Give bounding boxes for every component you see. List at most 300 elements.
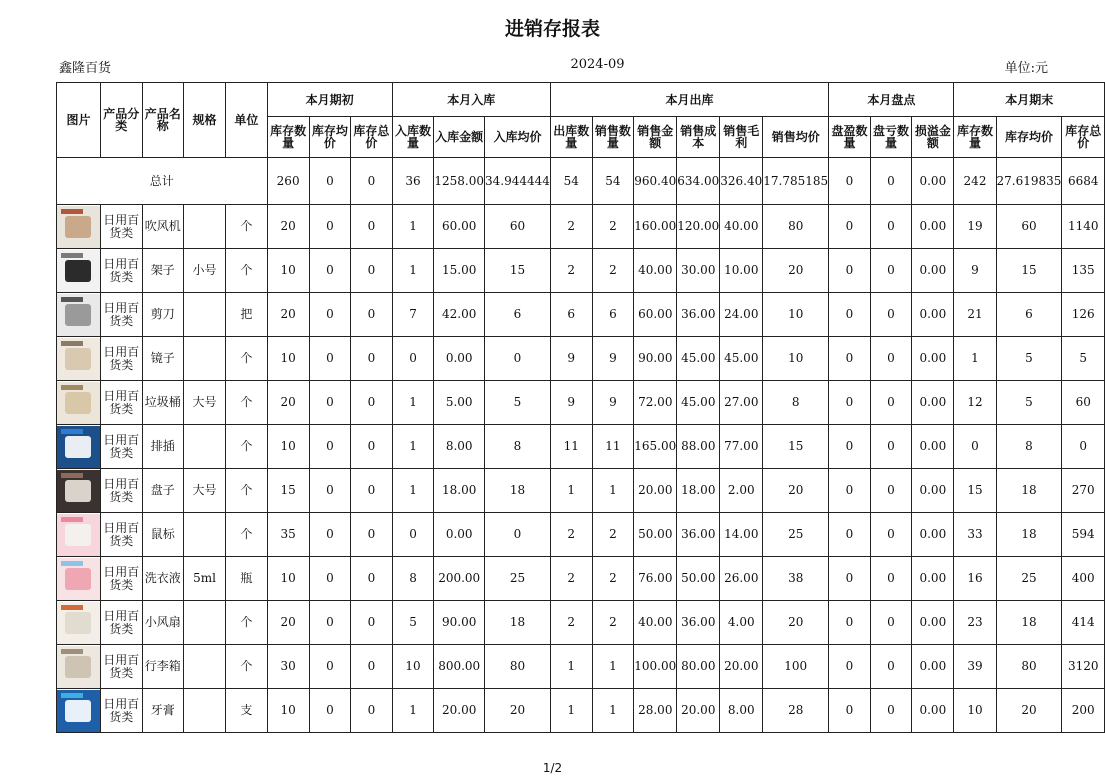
cell-sales-amount: 165.00 — [634, 425, 677, 469]
cell-open-qty: 20 — [267, 205, 309, 249]
cell-in-avg: 20 — [485, 689, 551, 733]
header-group-in: 本月入库 — [392, 83, 550, 117]
cell-loss-amount: 0.00 — [912, 513, 954, 557]
cell-gross-profit: 77.00 — [720, 425, 763, 469]
store-name: 鑫隆百货 — [59, 61, 112, 76]
product-image-cell — [57, 557, 101, 601]
cell-sales-qty: 2 — [592, 513, 634, 557]
cell-out-qty: 2 — [550, 601, 592, 645]
cell-open-total: 0 — [351, 337, 393, 381]
product-image-cell — [57, 601, 101, 645]
cell-in-qty: 5 — [392, 601, 434, 645]
cell-out-qty: 2 — [550, 513, 592, 557]
cell-open-qty: 10 — [267, 557, 309, 601]
cell-close-avg: 20 — [996, 689, 1062, 733]
cell-open-qty: 20 — [267, 381, 309, 425]
cell-open-qty: 20 — [267, 601, 309, 645]
total-close-avg: 27.619835 — [996, 158, 1062, 205]
cell-close-total: 1140 — [1062, 205, 1105, 249]
cell-close-avg: 80 — [996, 645, 1062, 689]
total-row — [57, 158, 1105, 205]
cell-sales-cost: 18.00 — [677, 469, 720, 513]
header-loss-amount: 损溢金额 — [912, 117, 954, 158]
cell-sales-cost: 80.00 — [677, 645, 720, 689]
cell-sales-avg: 100 — [763, 645, 829, 689]
product-spec — [184, 645, 226, 689]
cell-in-qty: 1 — [392, 689, 434, 733]
report-title: 进销存报表 — [504, 18, 600, 40]
cell-gross-profit: 45.00 — [720, 337, 763, 381]
product-category: 日用百货类 — [101, 689, 143, 733]
product-spec — [184, 513, 226, 557]
product-category: 日用百货类 — [101, 293, 143, 337]
cell-surplus-qty: 0 — [829, 557, 871, 601]
product-name: 小风扇 — [142, 601, 184, 645]
cell-gross-profit: 8.00 — [720, 689, 763, 733]
cell-sales-amount: 76.00 — [634, 557, 677, 601]
product-unit: 个 — [226, 337, 268, 381]
cell-sales-qty: 2 — [592, 601, 634, 645]
cell-close-total: 200 — [1062, 689, 1105, 733]
cell-open-total: 0 — [351, 249, 393, 293]
cell-open-total: 0 — [351, 205, 393, 249]
product-category: 日用百货类 — [101, 557, 143, 601]
product-category: 日用百货类 — [101, 469, 143, 513]
cell-in-avg: 25 — [485, 557, 551, 601]
cell-open-qty: 20 — [267, 293, 309, 337]
cell-close-avg: 6 — [996, 293, 1062, 337]
cell-loss-amount: 0.00 — [912, 689, 954, 733]
cell-in-amount: 15.00 — [434, 249, 485, 293]
cell-gross-profit: 10.00 — [720, 249, 763, 293]
cell-open-avg: 0 — [309, 293, 351, 337]
cell-open-total: 0 — [351, 293, 393, 337]
cell-open-total: 0 — [351, 557, 393, 601]
product-category: 日用百货类 — [101, 249, 143, 293]
table-row — [57, 557, 1105, 601]
product-image-cell — [57, 425, 101, 469]
total-out-qty: 54 — [550, 158, 592, 205]
cell-sales-qty: 2 — [592, 205, 634, 249]
cell-loss-amount: 0.00 — [912, 425, 954, 469]
cell-loss-qty: 0 — [870, 425, 912, 469]
cell-sales-amount: 90.00 — [634, 337, 677, 381]
product-name: 行李箱 — [142, 645, 184, 689]
cell-loss-qty: 0 — [870, 249, 912, 293]
cell-close-total: 5 — [1062, 337, 1105, 381]
cell-close-avg: 5 — [996, 337, 1062, 381]
cell-sales-amount: 60.00 — [634, 293, 677, 337]
cell-close-avg: 18 — [996, 469, 1062, 513]
total-label: 总计 — [57, 158, 268, 205]
header-loss-qty: 盘亏数量 — [870, 117, 912, 158]
cell-out-qty: 2 — [550, 249, 592, 293]
cell-in-amount: 200.00 — [434, 557, 485, 601]
header-spec: 规格 — [184, 83, 226, 158]
cell-sales-avg: 25 — [763, 513, 829, 557]
total-sales-qty: 54 — [592, 158, 634, 205]
table-row — [57, 337, 1105, 381]
cell-out-qty: 2 — [550, 557, 592, 601]
header-open-total: 库存总价 — [351, 117, 393, 158]
cell-close-qty: 9 — [954, 249, 996, 293]
cell-open-avg: 0 — [309, 205, 351, 249]
cell-sales-cost: 36.00 — [677, 601, 720, 645]
product-unit: 个 — [226, 425, 268, 469]
cell-in-avg: 18 — [485, 601, 551, 645]
header-group-closing: 本月期末 — [954, 83, 1105, 117]
currency-unit: 单位:元 — [1004, 61, 1048, 76]
cell-in-amount: 90.00 — [434, 601, 485, 645]
cell-loss-amount: 0.00 — [912, 381, 954, 425]
cell-loss-qty: 0 — [870, 337, 912, 381]
header-sales-avg: 销售均价 — [763, 117, 829, 158]
product-spec: 大号 — [184, 381, 226, 425]
cell-loss-qty: 0 — [870, 513, 912, 557]
product-name: 吹风机 — [142, 205, 184, 249]
cell-close-qty: 19 — [954, 205, 996, 249]
product-unit: 个 — [226, 249, 268, 293]
cell-in-avg: 0 — [485, 337, 551, 381]
cell-open-avg: 0 — [309, 337, 351, 381]
cell-surplus-qty: 0 — [829, 205, 871, 249]
cell-in-amount: 8.00 — [434, 425, 485, 469]
cell-gross-profit: 20.00 — [720, 645, 763, 689]
header-close-qty: 库存数量 — [954, 117, 996, 158]
cell-open-qty: 35 — [267, 513, 309, 557]
product-unit: 个 — [226, 381, 268, 425]
cell-open-qty: 10 — [267, 249, 309, 293]
cell-open-avg: 0 — [309, 601, 351, 645]
cell-sales-cost: 20.00 — [677, 689, 720, 733]
cell-sales-qty: 2 — [592, 249, 634, 293]
cell-in-avg: 60 — [485, 205, 551, 249]
cell-loss-amount: 0.00 — [912, 337, 954, 381]
header-sales-amount: 销售金额 — [634, 117, 677, 158]
table-row — [57, 381, 1105, 425]
product-image-cell — [57, 293, 101, 337]
product-name: 盘子 — [142, 469, 184, 513]
cell-in-qty: 1 — [392, 425, 434, 469]
cell-out-qty: 9 — [550, 381, 592, 425]
cell-loss-qty: 0 — [870, 205, 912, 249]
cell-close-qty: 15 — [954, 469, 996, 513]
header-category: 产品分类 — [101, 83, 143, 158]
table-row — [57, 645, 1105, 689]
cell-sales-avg: 20 — [763, 469, 829, 513]
cell-loss-qty: 0 — [870, 293, 912, 337]
cell-sales-qty: 1 — [592, 469, 634, 513]
cell-open-total: 0 — [351, 469, 393, 513]
cell-in-amount: 18.00 — [434, 469, 485, 513]
cell-sales-amount: 50.00 — [634, 513, 677, 557]
cell-sales-amount: 160.00 — [634, 205, 677, 249]
cell-close-qty: 1 — [954, 337, 996, 381]
cell-loss-amount: 0.00 — [912, 645, 954, 689]
header-open-avg: 库存均价 — [309, 117, 351, 158]
cell-in-qty: 1 — [392, 469, 434, 513]
total-sales-cost: 634.00 — [677, 158, 720, 205]
cell-surplus-qty: 0 — [829, 249, 871, 293]
product-image-cell — [57, 337, 101, 381]
cell-loss-qty: 0 — [870, 381, 912, 425]
cell-sales-qty: 2 — [592, 557, 634, 601]
cell-out-qty: 1 — [550, 645, 592, 689]
product-unit: 个 — [226, 601, 268, 645]
cell-close-qty: 0 — [954, 425, 996, 469]
header-out-qty: 出库数量 — [550, 117, 592, 158]
cell-loss-amount: 0.00 — [912, 249, 954, 293]
cell-close-total: 135 — [1062, 249, 1105, 293]
cell-close-total: 126 — [1062, 293, 1105, 337]
product-thumbnail — [57, 382, 100, 424]
cell-close-qty: 23 — [954, 601, 996, 645]
product-image-cell — [57, 513, 101, 557]
cell-close-total: 270 — [1062, 469, 1105, 513]
product-category: 日用百货类 — [101, 601, 143, 645]
cell-loss-amount: 0.00 — [912, 469, 954, 513]
product-name: 垃圾桶 — [142, 381, 184, 425]
cell-open-total: 0 — [351, 425, 393, 469]
header-group-opening: 本月期初 — [267, 83, 392, 117]
cell-sales-avg: 15 — [763, 425, 829, 469]
cell-sales-cost: 120.00 — [677, 205, 720, 249]
product-spec — [184, 689, 226, 733]
product-image-cell — [57, 249, 101, 293]
cell-in-qty: 0 — [392, 513, 434, 557]
cell-open-total: 0 — [351, 645, 393, 689]
cell-in-avg: 5 — [485, 381, 551, 425]
product-spec — [184, 293, 226, 337]
cell-close-qty: 10 — [954, 689, 996, 733]
cell-surplus-qty: 0 — [829, 425, 871, 469]
cell-out-qty: 11 — [550, 425, 592, 469]
header-image: 图片 — [57, 83, 101, 158]
cell-out-qty: 6 — [550, 293, 592, 337]
cell-open-avg: 0 — [309, 645, 351, 689]
header-product-name: 产品名称 — [142, 83, 184, 158]
cell-sales-amount: 28.00 — [634, 689, 677, 733]
table-row — [57, 469, 1105, 513]
product-name: 鼠标 — [142, 513, 184, 557]
header-close-avg: 库存均价 — [996, 117, 1062, 158]
cell-sales-cost: 36.00 — [677, 293, 720, 337]
cell-gross-profit: 2.00 — [720, 469, 763, 513]
cell-sales-qty: 1 — [592, 645, 634, 689]
total-sales-avg: 17.785185 — [763, 158, 829, 205]
product-name: 镜子 — [142, 337, 184, 381]
report-period: 2024-09 — [570, 57, 625, 72]
cell-open-avg: 0 — [309, 689, 351, 733]
table-row — [57, 205, 1105, 249]
header-open-qty: 库存数量 — [267, 117, 309, 158]
table-row — [57, 601, 1105, 645]
cell-close-avg: 25 — [996, 557, 1062, 601]
product-unit: 把 — [226, 293, 268, 337]
cell-loss-qty: 0 — [870, 601, 912, 645]
cell-sales-qty: 1 — [592, 689, 634, 733]
cell-in-avg: 15 — [485, 249, 551, 293]
cell-open-qty: 30 — [267, 645, 309, 689]
cell-gross-profit: 4.00 — [720, 601, 763, 645]
cell-close-qty: 21 — [954, 293, 996, 337]
cell-sales-avg: 8 — [763, 381, 829, 425]
product-category: 日用百货类 — [101, 381, 143, 425]
cell-in-qty: 8 — [392, 557, 434, 601]
cell-open-avg: 0 — [309, 557, 351, 601]
product-thumbnail — [57, 294, 100, 336]
cell-sales-avg: 10 — [763, 293, 829, 337]
product-image-cell — [57, 645, 101, 689]
cell-surplus-qty: 0 — [829, 601, 871, 645]
product-name: 架子 — [142, 249, 184, 293]
cell-in-qty: 7 — [392, 293, 434, 337]
product-spec: 5ml — [184, 557, 226, 601]
product-name: 牙膏 — [142, 689, 184, 733]
product-spec: 小号 — [184, 249, 226, 293]
cell-in-qty: 0 — [392, 337, 434, 381]
product-category: 日用百货类 — [101, 645, 143, 689]
cell-sales-qty: 9 — [592, 381, 634, 425]
cell-open-avg: 0 — [309, 381, 351, 425]
cell-loss-amount: 0.00 — [912, 293, 954, 337]
cell-out-qty: 2 — [550, 205, 592, 249]
cell-sales-cost: 30.00 — [677, 249, 720, 293]
product-thumbnail — [57, 470, 100, 512]
product-spec — [184, 601, 226, 645]
cell-open-total: 0 — [351, 601, 393, 645]
cell-close-total: 0 — [1062, 425, 1105, 469]
header-in-qty: 入库数量 — [392, 117, 434, 158]
cell-in-qty: 1 — [392, 249, 434, 293]
total-open-total: 0 — [351, 158, 393, 205]
cell-sales-cost: 36.00 — [677, 513, 720, 557]
product-spec: 大号 — [184, 469, 226, 513]
product-spec — [184, 425, 226, 469]
cell-in-qty: 1 — [392, 381, 434, 425]
cell-close-avg: 18 — [996, 601, 1062, 645]
cell-out-qty: 1 — [550, 469, 592, 513]
cell-open-qty: 10 — [267, 425, 309, 469]
cell-in-amount: 20.00 — [434, 689, 485, 733]
product-thumbnail — [57, 690, 100, 732]
cell-sales-avg: 20 — [763, 249, 829, 293]
product-unit: 瓶 — [226, 557, 268, 601]
cell-sales-avg: 10 — [763, 337, 829, 381]
cell-loss-amount: 0.00 — [912, 601, 954, 645]
cell-sales-avg: 80 — [763, 205, 829, 249]
cell-sales-cost: 45.00 — [677, 337, 720, 381]
cell-surplus-qty: 0 — [829, 293, 871, 337]
product-thumbnail — [57, 206, 100, 248]
cell-in-amount: 0.00 — [434, 513, 485, 557]
cell-close-avg: 18 — [996, 513, 1062, 557]
cell-in-amount: 42.00 — [434, 293, 485, 337]
cell-sales-avg: 20 — [763, 601, 829, 645]
cell-in-avg: 0 — [485, 513, 551, 557]
product-unit: 个 — [226, 469, 268, 513]
product-thumbnail — [57, 514, 100, 556]
cell-out-qty: 1 — [550, 689, 592, 733]
cell-close-total: 60 — [1062, 381, 1105, 425]
cell-close-avg: 8 — [996, 425, 1062, 469]
cell-sales-avg: 38 — [763, 557, 829, 601]
cell-close-avg: 5 — [996, 381, 1062, 425]
product-category: 日用百货类 — [101, 337, 143, 381]
total-in-avg: 34.944444 — [485, 158, 551, 205]
header-in-amount: 入库金额 — [434, 117, 485, 158]
product-image-cell — [57, 205, 101, 249]
inventory-report-table — [56, 82, 1105, 733]
cell-open-qty: 10 — [267, 337, 309, 381]
cell-loss-qty: 0 — [870, 689, 912, 733]
cell-gross-profit: 27.00 — [720, 381, 763, 425]
product-image-cell — [57, 381, 101, 425]
cell-in-amount: 0.00 — [434, 337, 485, 381]
cell-loss-qty: 0 — [870, 557, 912, 601]
product-unit: 个 — [226, 513, 268, 557]
header-gross-profit: 销售毛利 — [720, 117, 763, 158]
cell-sales-avg: 28 — [763, 689, 829, 733]
product-category: 日用百货类 — [101, 513, 143, 557]
product-thumbnail — [57, 602, 100, 644]
cell-loss-amount: 0.00 — [912, 557, 954, 601]
total-in-amount: 1258.00 — [434, 158, 485, 205]
product-category: 日用百货类 — [101, 425, 143, 469]
cell-sales-amount: 72.00 — [634, 381, 677, 425]
cell-sales-amount: 20.00 — [634, 469, 677, 513]
header-in-avg: 入库均价 — [485, 117, 551, 158]
header-sales-qty: 销售数量 — [592, 117, 634, 158]
table-row — [57, 689, 1105, 733]
product-name: 排插 — [142, 425, 184, 469]
cell-close-total: 400 — [1062, 557, 1105, 601]
table-row — [57, 293, 1105, 337]
product-image-cell — [57, 689, 101, 733]
product-spec — [184, 205, 226, 249]
header-group-check: 本月盘点 — [829, 83, 954, 117]
cell-close-qty: 39 — [954, 645, 996, 689]
product-image-cell — [57, 469, 101, 513]
header-unit: 单位 — [226, 83, 268, 158]
total-surplus-qty: 0 — [829, 158, 871, 205]
cell-in-avg: 18 — [485, 469, 551, 513]
cell-close-total: 594 — [1062, 513, 1105, 557]
product-unit: 支 — [226, 689, 268, 733]
product-thumbnail — [57, 558, 100, 600]
cell-sales-qty: 11 — [592, 425, 634, 469]
cell-loss-qty: 0 — [870, 645, 912, 689]
cell-close-avg: 60 — [996, 205, 1062, 249]
cell-in-avg: 8 — [485, 425, 551, 469]
cell-open-total: 0 — [351, 513, 393, 557]
cell-open-total: 0 — [351, 381, 393, 425]
cell-surplus-qty: 0 — [829, 381, 871, 425]
cell-open-avg: 0 — [309, 249, 351, 293]
table-row — [57, 249, 1105, 293]
cell-sales-amount: 40.00 — [634, 249, 677, 293]
total-close-total: 6684 — [1062, 158, 1105, 205]
cell-surplus-qty: 0 — [829, 469, 871, 513]
product-thumbnail — [57, 646, 100, 688]
cell-in-amount: 800.00 — [434, 645, 485, 689]
cell-close-total: 3120 — [1062, 645, 1105, 689]
cell-surplus-qty: 0 — [829, 337, 871, 381]
cell-sales-cost: 88.00 — [677, 425, 720, 469]
cell-close-total: 414 — [1062, 601, 1105, 645]
cell-close-qty: 16 — [954, 557, 996, 601]
cell-sales-amount: 40.00 — [634, 601, 677, 645]
